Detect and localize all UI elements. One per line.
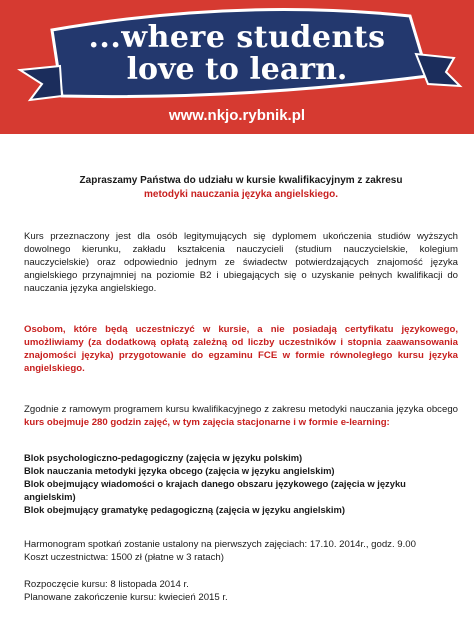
document-body bbox=[24, 174, 458, 604]
intro-line-1: Zapraszamy Państwa do udziału w kursie kwalifikacyjnym z zakresu bbox=[79, 175, 403, 186]
start-date-text: Rozpoczęcie kursu: 8 listopada 2014 r. bbox=[24, 579, 189, 590]
block-item: Blok psychologiczno-pedagogiczny (zajęcia w języku polskim) bbox=[24, 452, 303, 463]
end-date-text: Planowane zakończenie kursu: kwiecień 2015 r. bbox=[24, 592, 228, 603]
block-item: Blok obejmujący wiadomości o krajach danego obszaru językowego (zajęcia w języku angielskim) bbox=[24, 478, 406, 502]
header-banner bbox=[0, 0, 474, 134]
intro-line-2: metodyki nauczania języka angielskiego. bbox=[144, 189, 338, 200]
program-text: Zgodnie z ramowym programem kursu kwalifikacyjnego z zakresu metodyki nauczania języka obcego bbox=[24, 404, 458, 415]
paragraph-eligibility: Kurs przeznaczony jest dla osób legitymujących się dyplomem ukończenia studiów wyższych dowolnego kierunku, zakładu kształcenia nauczycieli (studium nauczycielskie, kolegium nauczycielskie) oraz odpowiednio jednym ze świadectw potwierdzających znajomość języka angielskiego przynajmniej na poziomie B2 i ubiegających się o uzyskanie pełnych kwalifikacji do nauczania języka angielskiego. bbox=[24, 231, 458, 294]
paragraph-fce: Osobom, które będą uczestniczyć w kursie, a nie posiadają certyfikatu językowego, umożliwiamy (za dodatkową opłatą zależną od liczby uczestników i stopnia zaawansowania znajomości języka) przygotowanie do egzaminu FCE w formie równoległego kursu języka angielskiego. bbox=[24, 324, 458, 374]
paragraph-program bbox=[24, 403, 458, 429]
block-item: Blok obejmujący gramatykę pedagogiczną (zajęcia w języku angielskim) bbox=[24, 504, 345, 515]
website-link[interactable]: www.nkjo.rybnik.pl bbox=[168, 107, 306, 124]
block-item: Blok nauczania metodyki języka obcego (zajęcia w języku angielskim) bbox=[24, 465, 335, 476]
blocks-list bbox=[24, 451, 458, 516]
logo-line-1: ...where students bbox=[88, 20, 386, 55]
program-highlight: kurs obejmuje 280 godzin zajęć, w tym zajęcia stacjonarne i w formie e-learning: bbox=[24, 417, 390, 428]
schedule-text: Harmonogram spotkań zostanie ustalony na pierwszych zajęciach: 17.10. 2014r., godz. 9.00 bbox=[24, 539, 416, 550]
cost-text: Koszt uczestnictwa: 1500 zł (płatne w 3 ratach) bbox=[24, 552, 224, 563]
logo-line-2: love to learn. bbox=[126, 52, 348, 87]
